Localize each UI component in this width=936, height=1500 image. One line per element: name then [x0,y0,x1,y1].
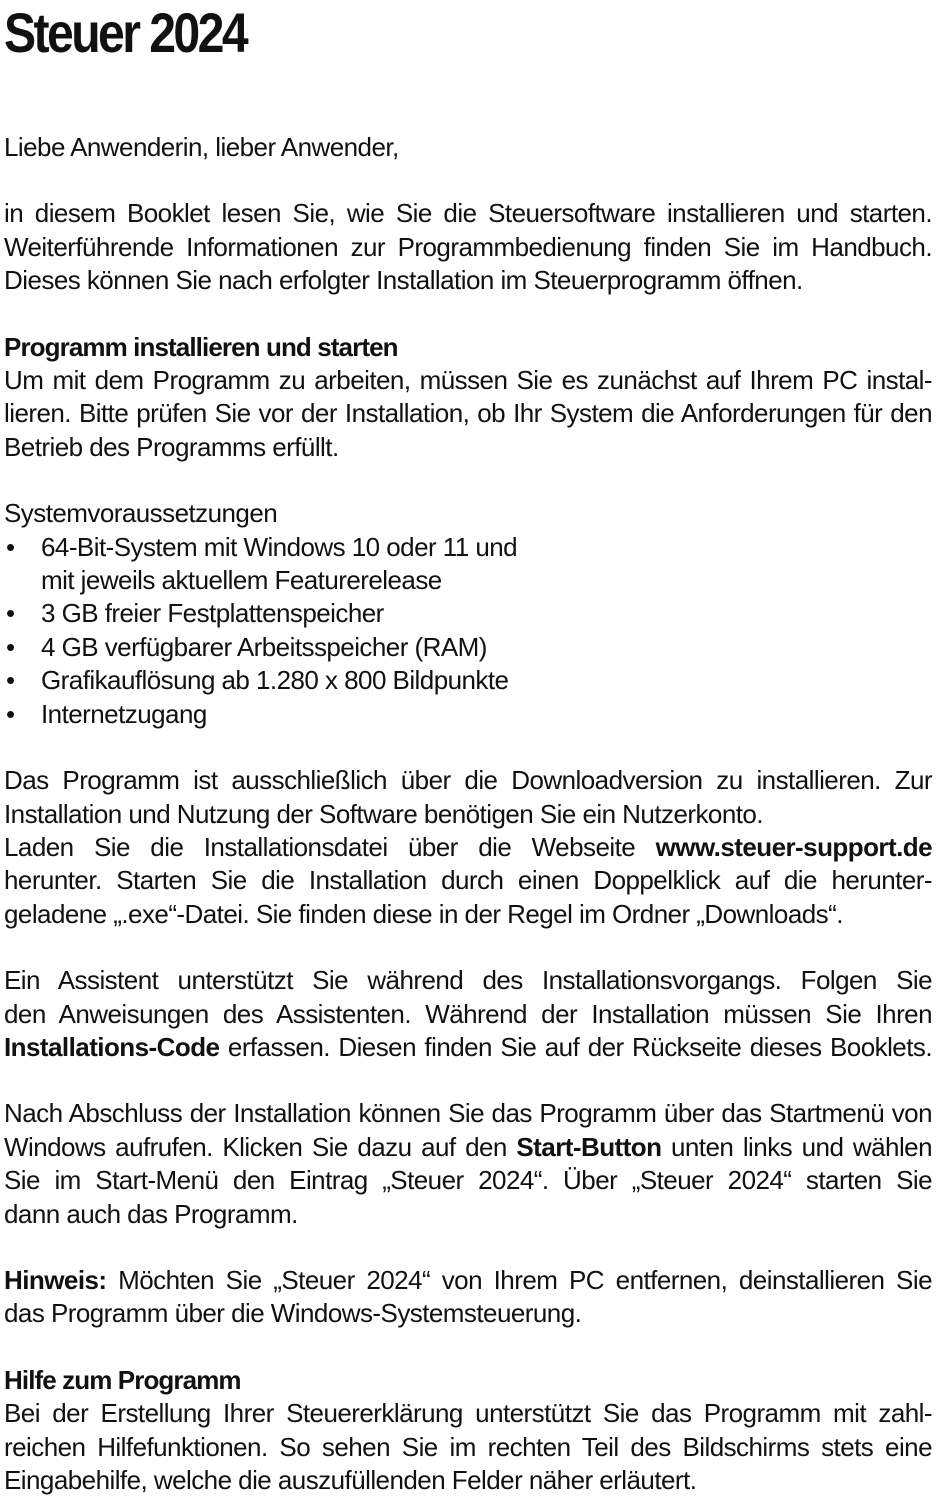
intro-line: Dieses können Sie nach erfolgter Installation im Steuerprogramm öffnen. [4,265,803,296]
assistant-paragraph [4,964,932,1064]
greeting: Liebe Anwenderin, lieber Anwender, [4,132,399,162]
install-line: Betrieb des Programms erfüllt. [4,431,339,462]
start-line: Sie im Start-Menü den Eintrag „Steuer 2024“. Über „Steuer 2024“ starten Sie [4,1165,932,1196]
bullet-icon: • [6,698,15,729]
help-line: reichen Hilfefunktionen. So sehen Sie im rechten Teil des Bildschirms stets eine [4,1431,932,1462]
help-line: Eingabehilfe, welche die auszufüllenden Felder näher erläutert. [4,1465,697,1495]
install-line: lieren. Bitte prüfen Sie vor der Installation, ob Ihr System die Anforderungen für den [4,398,932,429]
assistant-line-suffix: erfassen. Diesen finden Sie auf der Rückseite dieses Booklets. [219,1031,932,1062]
requirements-heading: Systemvoraussetzungen [4,498,278,529]
install-section [4,331,932,465]
requirements-list [4,531,932,731]
requirement-text: Internetzugang [41,698,207,729]
list-item [4,631,932,664]
page-title: Steuer 2024 [4,1,247,64]
assistant-line: Ein Assistent unterstützt Sie während des Installationsvorgangs. Folgen Sie [4,965,932,996]
start-line: dann auch das Programm. [4,1198,298,1229]
help-paragraph [4,1397,932,1497]
note-label: Hinweis: [4,1264,107,1295]
bullet-icon: • [6,665,15,696]
download-line [4,831,932,864]
website-link[interactable]: www.steuer-support.de [655,831,932,862]
requirement-text: 3 GB freier Festplattenspeicher [41,598,384,629]
note-line: das Programm über die Windows-Systemsteuerung. [4,1298,582,1329]
start-line-suffix: unten links und wählen [661,1131,932,1162]
requirement-text: mit jeweils aktuellem Featurerelease [41,565,442,596]
download-line-prefix: Laden Sie die Installationsdatei über die Webseite [4,831,656,862]
intro-line: in diesem Booklet lesen Sie, wie Sie die Steuersoftware installieren und starten. [4,198,932,229]
download-line: herunter. Starten Sie die Installation durch einen Doppelklick auf die herunter- [4,865,932,896]
install-paragraph [4,364,932,464]
help-line: Bei der Erstellung Ihrer Steuererklärung unterstützt Sie das Programm mit zahl- [4,1398,932,1429]
start-line [4,1131,932,1164]
requirement-text: Grafikauflösung ab 1.280 x 800 Bildpunkte [41,665,509,696]
requirements-section [4,497,932,731]
download-line: geladene „.exe“-Datei. Sie finden diese in der Regel im Ordner „Downloads“. [4,898,843,929]
note-line [4,1264,932,1297]
bullet-icon: • [6,531,15,562]
requirement-text: 4 GB verfügbarer Arbeitsspeicher (RAM) [41,631,487,662]
install-line: Um mit dem Programm zu arbeiten, müssen Sie es zunächst auf Ihrem PC instal- [4,365,932,396]
note-paragraph [4,1264,932,1331]
note-line-suffix: Möchten Sie „Steuer 2024“ von Ihrem PC entfernen, deinstallieren Sie [106,1264,932,1295]
installation-code-label: Installations-Code [4,1031,220,1062]
assistant-line [4,1031,932,1064]
list-item [4,698,932,731]
bullet-icon: • [6,598,15,629]
install-heading: Programm installieren und starten [4,331,398,362]
start-paragraph [4,1097,932,1231]
intro-line: Weiterführende Informationen zur Programmbedienung finden Sie im Handbuch. [4,231,932,262]
help-heading: Hilfe zum Programm [4,1364,241,1395]
assistant-line: den Anweisungen des Assistenten. Während der Installation müssen Sie Ihren [4,998,932,1029]
help-section [4,1364,932,1498]
intro-paragraph [4,197,932,297]
download-line: Das Programm ist ausschließlich über die Downloadversion zu installieren. Zur [4,765,932,796]
requirement-text: 64-Bit-System mit Windows 10 oder 11 und [41,531,518,562]
download-line: Installation und Nutzung der Software benötigen Sie ein Nutzerkonto. [4,798,763,829]
start-line-prefix: Windows aufrufen. Klicken Sie dazu auf den [4,1131,517,1162]
list-item [4,664,932,697]
start-button-label: Start-Button [516,1131,662,1162]
list-item [4,531,932,598]
list-item [4,597,932,630]
download-paragraph [4,764,932,931]
start-line: Nach Abschluss der Installation können Sie das Programm über das Startmenü von [4,1098,932,1129]
bullet-icon: • [6,631,15,662]
